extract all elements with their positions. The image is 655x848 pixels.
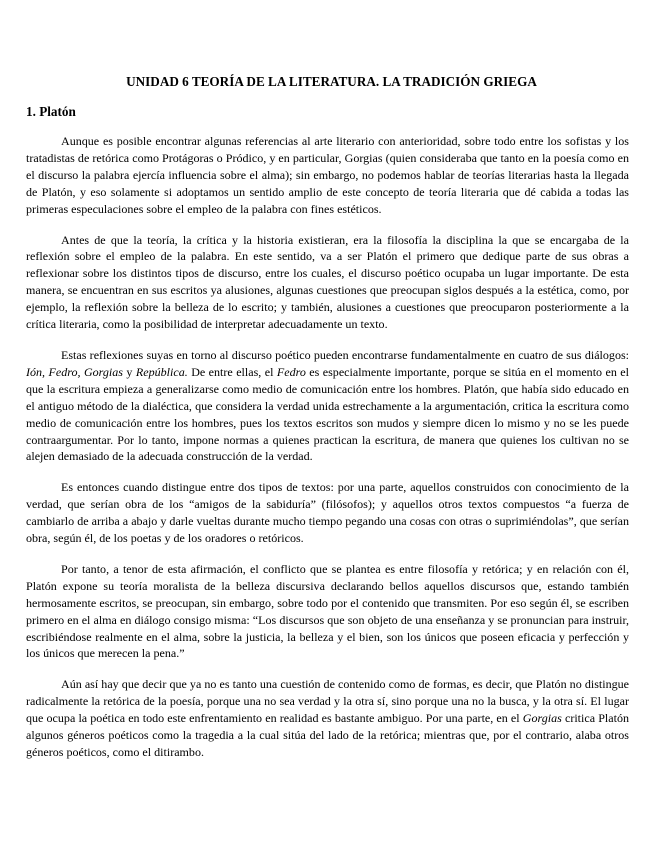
paragraph xyxy=(26,479,629,547)
italic-title: Ión, Fedro, Gorgias xyxy=(26,364,123,379)
text-run: Aunque es posible encontrar algunas referencias al arte literario con anterioridad, sobre todo entre los sofistas y los tratadistas de retórica como Protágoras o Pródico, y en particular, Gorgias (quien consideraba que tanto en la poesía como en el discurso la palabra ejercía influencia sobre el alma); sin embargo, no podemos hablar de teorías literarias hasta la llegada de Platón, y eso solamente si adoptamos un sentido amplio de este concepto de teoría literaria que dé cabida a todas las primeras especulaciones sobre el empleo de la palabra con fines estéticos. xyxy=(26,134,629,216)
paragraph xyxy=(26,561,629,662)
text-run: Antes de que la teoría, la crítica y la historia existieran, era la filosofía la disciplina la que se encargaba de la reflexión sobre el empleo de la palabra. En este sentido, va a ser Platón el primero que dedique parte de sus obras a reflexionar sobre los distintos tipos de discurso, entre los cuales, el discurso poético ocupaba un lugar importante. De esta manera, se encuentran en sus escritos ya alusiones, algunas cuestiones que preocupan siglos después a la estética, como, por ejemplo, la reflexión sobre la belleza de lo escrito; y también, alusiones a cuestiones que preocuparon posteriormente a la crítica literaria, como la posibilidad de interpretar adecuadamente un texto. xyxy=(26,232,629,332)
text-run: es especialmente importante, porque se sitúa en el momento en el que la escritura empieza a generalizarse como medio de comunicación entre los hombres. Platón, que había sido educado en el antiguo método de la dialéctica, que considera la verdad unida estrechamente a la argumentación, critica la escritura como medio de comunicación entre los hombres, pues los textos escritos son mudos y siempre dicen lo mismo y no se les puede contraargumentar. Por lo tanto, impone normas a quienes practican la escritura, de manera que quienes los cultivan no se alejen demasiado de la adecuada construcción de la verdad. xyxy=(26,364,630,464)
text-run: De entre ellas, el xyxy=(187,364,277,379)
body-text xyxy=(26,133,629,761)
paragraph xyxy=(26,133,629,218)
text-run: Es entonces cuando distingue entre dos tipos de textos: por una parte, aquellos construidos con conocimiento de la verdad, que serían obra de los “amigos de la sabiduría” (filósofos); y aquellos otros textos compuestos “a fuerza de cambiarlo de arriba a abajo y darle vueltas durante mucho tiempo pegando una cosas con otras o suprimiéndolas”, que serían obra, según él, de los poetas y de los oradores o retóricos. xyxy=(26,480,629,546)
text-run: Aún así hay que decir que ya no es tanto una cuestión de contenido como de formas, es decir, que Platón no distingue radicalmente la retórica de la poesía, porque una no sea verdad y la otra sí, sino porque una no la busca, y la otra sí. El lugar que ocupa la poética en todo este enfrentamiento en realidad es bastante ambiguo. Por una parte, en el xyxy=(26,677,629,726)
text-run: Por tanto, a tenor de esta afirmación, el conflicto que se plantea es entre filosofía y retórica; y en relación con él, Platón expone su teoría moralista de la belleza discursiva declarando bellos aquellos discursos que, estando también hermosamente escritos, se preocupan, sin embargo, sobre todo por el contenido que transmiten. Por eso según él, se escriben primero en el alma en diálogo consigo misma: “Los discursos que son objeto de una enseñanza y se pronuncian para instruir, escribiéndose realmente en el alma, sobre la justicia, la belleza y el bien, son los únicos que poseen eficacia y perfección y los únicos que merecen la pena.” xyxy=(26,561,629,661)
text-run: Estas reflexiones suyas en torno al discurso poético pueden encontrarse fundamentalmente en cuatro de sus diálogos: xyxy=(61,347,629,362)
italic-title: República. xyxy=(135,364,188,379)
text-run: critica Platón algunos géneros poéticos como la tragedia a la cual sitúa del lado de la retórica; mientras que, por el contrario, alaba otros géneros poéticos, como el ditirambo. xyxy=(26,711,629,759)
paragraph xyxy=(26,676,629,761)
italic-title: Fedro xyxy=(276,364,306,379)
italic-title: Gorgias xyxy=(522,711,562,726)
paragraph xyxy=(26,347,629,465)
text-run: y xyxy=(123,364,136,379)
paragraph xyxy=(26,232,629,333)
page-title: UNIDAD 6 TEORÍA DE LA LITERATURA. LA TRADICIÓN GRIEGA xyxy=(126,74,537,89)
section-heading: 1. Platón xyxy=(26,104,76,119)
